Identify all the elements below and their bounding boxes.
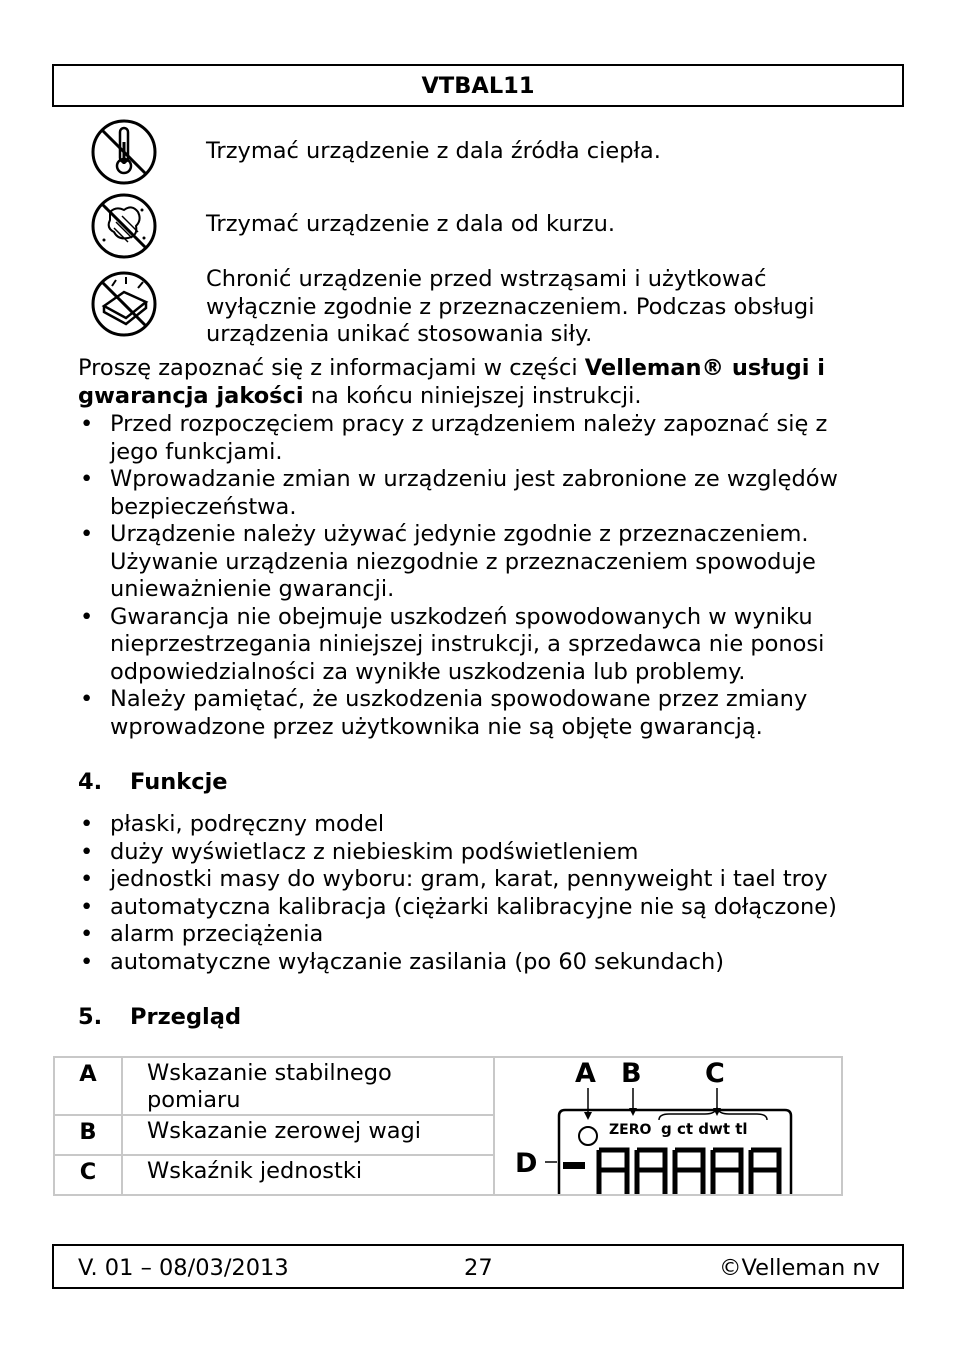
display-diagram	[494, 1057, 842, 1195]
unit-indicator-text: g ct dwt tl	[661, 1120, 748, 1138]
warning-dust-text: Trzymać urządzenie z dala od kurzu.	[206, 211, 616, 237]
no-dust-icon	[86, 188, 162, 264]
list-item: • Gwarancja nie obejmuje uszkodzeń spowodowanych w wyniku nieprzestrzegania niniejszej instrukcji, a sprzedawca nie ponosi odpowiedzialności za wynikłe uszkodzenia lub problemy.	[78, 604, 838, 687]
list-item: • automatyczna kalibracja (ciężarki kalibracyjne nie są dołączone)	[78, 894, 837, 922]
pointer-a-arrow	[584, 1112, 592, 1120]
row-description: Wskazanie stabilnego pomiaru	[122, 1057, 494, 1115]
copyright: ©Velleman nv	[718, 1255, 880, 1281]
row-description: Wskazanie zerowej wagi	[122, 1115, 494, 1155]
list-item: • płaski, podręczny model	[78, 811, 837, 839]
features-bullet-list	[78, 811, 837, 976]
label-d: D	[515, 1148, 538, 1179]
overview-table	[53, 1056, 843, 1196]
stable-indicator-circle	[579, 1127, 597, 1145]
row-description: Wskaźnik jednostki	[122, 1155, 494, 1195]
document-header	[52, 64, 904, 107]
section-5-heading: 5. Przegląd	[78, 1004, 242, 1030]
model-title: VTBAL11	[421, 73, 535, 99]
list-item: • duży wyświetlacz z niebieskim podświetleniem	[78, 839, 837, 867]
intro-paragraph: Proszę zapoznać się z informacjami w części Velleman® usługi i gwarancja jakości na końcu niniejszej instrukcji.	[78, 355, 825, 409]
lcd-display-illustration	[495, 1058, 841, 1194]
list-item: • automatyczne wyłączanie zasilania (po 60 sekundach)	[78, 949, 837, 977]
zero-indicator-text: ZERO	[609, 1122, 652, 1138]
warning-heat-text: Trzymać urządzenie z dala źródła ciepła.	[206, 138, 661, 164]
list-item: • Przed rozpoczęciem pracy z urządzeniem należy zapoznać się z jego funkcjami.	[78, 411, 838, 466]
list-item: • Należy pamiętać, że uszkodzenia spowodowane przez zmiany wprowadzone przez użytkownika nie są objęte gwarancją.	[78, 686, 838, 741]
label-c: C	[705, 1058, 725, 1089]
warning-shock-text: Chronić urządzenie przed wstrząsami i użytkować wyłącznie zgodnie z przeznaczeniem. Podczas obsługi urządzenia unikać stosowania siły.	[206, 266, 815, 347]
document-footer	[52, 1244, 904, 1289]
table-row	[54, 1057, 842, 1115]
list-item: • Wprowadzanie zmian w urządzeniu jest zabronione ze względów bezpieczeństwa.	[78, 466, 838, 521]
page-number: 27	[464, 1255, 493, 1281]
row-letter: C	[54, 1155, 122, 1195]
minus-sign	[563, 1162, 585, 1169]
no-heat-thermometer-icon	[86, 114, 162, 190]
label-b: B	[621, 1058, 642, 1089]
row-letter: A	[54, 1057, 122, 1115]
section-4-heading: 4. Funkcje	[78, 769, 228, 795]
seven-segment-digits	[599, 1150, 779, 1194]
safety-bullet-list	[78, 411, 838, 741]
list-item: • Urządzenie należy używać jedynie zgodnie z przeznaczeniem. Używanie urządzenia niezgodnie z przeznaczeniem spowoduje unieważnienie gwarancji.	[78, 521, 838, 604]
version-date: V. 01 – 08/03/2013	[78, 1255, 289, 1281]
label-a: A	[575, 1058, 596, 1089]
list-item: • alarm przeciążenia	[78, 921, 837, 949]
list-item: • jednostki masy do wyboru: gram, karat, pennyweight i tael troy	[78, 866, 837, 894]
row-letter: B	[54, 1115, 122, 1155]
no-shock-force-icon	[86, 266, 162, 342]
